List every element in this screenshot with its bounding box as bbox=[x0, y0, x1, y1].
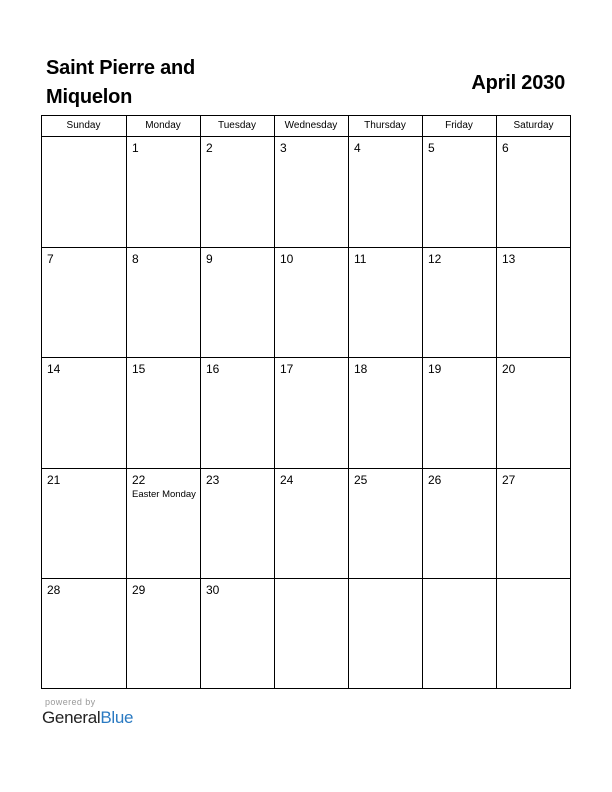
day-number: 2 bbox=[206, 141, 213, 155]
day-number: 15 bbox=[132, 362, 146, 376]
grid-vertical-line bbox=[274, 115, 275, 689]
day-cell[interactable] bbox=[41, 136, 126, 247]
weekday-header-saturday: Saturday bbox=[513, 120, 554, 131]
day-cell[interactable] bbox=[274, 468, 348, 578]
day-number: 26 bbox=[428, 473, 442, 487]
day-cell[interactable] bbox=[496, 357, 571, 468]
day-cell[interactable] bbox=[41, 357, 126, 468]
day-number: 28 bbox=[47, 583, 61, 597]
grid-vertical-line bbox=[570, 115, 571, 689]
weekday-header-sunday: Sunday bbox=[66, 120, 101, 131]
day-number: 25 bbox=[354, 473, 368, 487]
day-number: 5 bbox=[428, 141, 435, 155]
day-cell[interactable] bbox=[496, 578, 571, 689]
day-number: 7 bbox=[47, 252, 54, 266]
grid-vertical-line bbox=[496, 115, 497, 689]
day-number: 27 bbox=[502, 473, 516, 487]
weekday-header-monday: Monday bbox=[145, 120, 181, 131]
day-number: 21 bbox=[47, 473, 61, 487]
day-cell[interactable] bbox=[41, 578, 126, 689]
month-year-title: April 2030 bbox=[471, 72, 565, 94]
day-cell[interactable] bbox=[126, 468, 200, 578]
day-cell[interactable] bbox=[200, 357, 274, 468]
day-cell[interactable] bbox=[496, 136, 571, 247]
day-number: 13 bbox=[502, 252, 516, 266]
day-cell[interactable] bbox=[348, 247, 422, 357]
day-cell[interactable] bbox=[41, 247, 126, 357]
day-number: 30 bbox=[206, 583, 220, 597]
day-number: 11 bbox=[354, 252, 367, 266]
weekday-header-friday: Friday bbox=[445, 120, 473, 131]
day-number: 9 bbox=[206, 252, 213, 266]
day-cell[interactable] bbox=[200, 136, 274, 247]
day-cell[interactable] bbox=[200, 247, 274, 357]
grid-horizontal-line bbox=[41, 468, 571, 469]
day-cell[interactable] bbox=[126, 136, 200, 247]
grid-vertical-line bbox=[41, 115, 42, 689]
weekday-header-tuesday: Tuesday bbox=[218, 120, 256, 131]
day-cell[interactable] bbox=[126, 247, 200, 357]
day-cell[interactable] bbox=[422, 247, 496, 357]
weekday-header-wednesday: Wednesday bbox=[284, 120, 338, 131]
grid-vertical-line bbox=[422, 115, 423, 689]
day-cell[interactable] bbox=[348, 136, 422, 247]
day-number: 29 bbox=[132, 583, 146, 597]
day-number: 16 bbox=[206, 362, 220, 376]
day-cell[interactable] bbox=[274, 357, 348, 468]
day-cell[interactable] bbox=[348, 578, 422, 689]
day-number: 3 bbox=[280, 141, 287, 155]
grid-vertical-line bbox=[126, 115, 127, 689]
day-cell[interactable] bbox=[422, 578, 496, 689]
day-number: 1 bbox=[132, 141, 139, 155]
calendar-grid bbox=[41, 115, 571, 689]
grid-vertical-line bbox=[200, 115, 201, 689]
holiday-label: Easter Monday bbox=[132, 489, 196, 500]
day-number: 6 bbox=[502, 141, 509, 155]
day-number: 10 bbox=[280, 252, 294, 266]
day-cell[interactable] bbox=[422, 136, 496, 247]
country-title-line-2: Miquelon bbox=[46, 86, 133, 108]
weekday-header-thursday: Thursday bbox=[364, 120, 406, 131]
powered-by-label: powered by bbox=[45, 697, 96, 707]
day-number: 19 bbox=[428, 362, 442, 376]
grid-horizontal-line bbox=[41, 115, 571, 116]
day-cell[interactable] bbox=[348, 357, 422, 468]
country-title-line-1: Saint Pierre and bbox=[46, 57, 196, 79]
grid-horizontal-line bbox=[41, 578, 571, 579]
day-number: 14 bbox=[47, 362, 61, 376]
day-number: 18 bbox=[354, 362, 368, 376]
day-cell[interactable] bbox=[274, 578, 348, 689]
grid-horizontal-line bbox=[41, 688, 571, 689]
grid-horizontal-line bbox=[41, 357, 571, 358]
day-number: 24 bbox=[280, 473, 294, 487]
day-cell[interactable] bbox=[126, 578, 200, 689]
day-number: 8 bbox=[132, 252, 139, 266]
day-cell[interactable] bbox=[200, 578, 274, 689]
day-cell[interactable] bbox=[274, 247, 348, 357]
logo-text-blue: Blue bbox=[100, 708, 134, 727]
day-cell[interactable] bbox=[200, 468, 274, 578]
day-cell[interactable] bbox=[126, 357, 200, 468]
day-cell[interactable] bbox=[422, 357, 496, 468]
day-number: 23 bbox=[206, 473, 220, 487]
day-cell[interactable] bbox=[422, 468, 496, 578]
day-number: 4 bbox=[354, 141, 361, 155]
grid-horizontal-line bbox=[41, 247, 571, 248]
day-cell[interactable] bbox=[41, 468, 126, 578]
day-cell[interactable] bbox=[274, 136, 348, 247]
generalblue-logo[interactable] bbox=[42, 708, 133, 728]
day-cell[interactable] bbox=[496, 468, 571, 578]
day-number: 20 bbox=[502, 362, 516, 376]
grid-vertical-line bbox=[348, 115, 349, 689]
logo-text-general: General bbox=[42, 708, 101, 727]
day-number: 12 bbox=[428, 252, 442, 266]
day-number: 17 bbox=[280, 362, 294, 376]
grid-horizontal-line bbox=[41, 136, 571, 137]
day-number: 22 bbox=[132, 473, 146, 487]
day-cell[interactable] bbox=[348, 468, 422, 578]
day-cell[interactable] bbox=[496, 247, 571, 357]
